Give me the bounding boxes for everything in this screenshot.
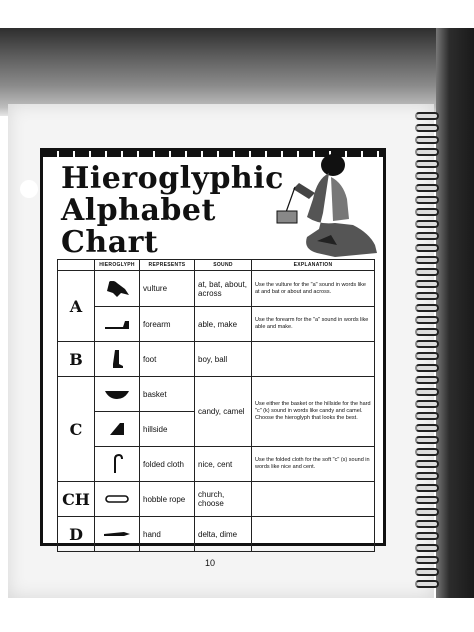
sound-cell: boy, ball xyxy=(195,342,252,377)
represents-cell: hand xyxy=(140,517,195,552)
hobble-rope-icon xyxy=(95,482,140,517)
spiral-ring xyxy=(415,496,439,504)
spiral-ring xyxy=(415,304,439,312)
header-sound: SOUND xyxy=(195,260,252,271)
spiral-ring xyxy=(415,340,439,348)
explanation-cell xyxy=(252,482,375,517)
chart-title xyxy=(61,163,284,259)
hand-icon xyxy=(95,517,140,552)
explanation-cell: Use the forearm for the "a" sound in words like able and make. xyxy=(252,307,375,342)
spiral-ring xyxy=(415,292,439,300)
spiral-ring xyxy=(415,376,439,384)
spiral-binding xyxy=(415,112,439,598)
represents-cell: forearm xyxy=(140,307,195,342)
represents-cell: basket xyxy=(140,377,195,412)
letter-cell: CH xyxy=(58,482,95,517)
hieroglyph-chart xyxy=(40,148,386,546)
alphabet-table xyxy=(57,259,375,552)
table-row xyxy=(58,447,375,482)
table-row xyxy=(58,482,375,517)
spiral-ring xyxy=(415,580,439,588)
represents-cell: hobble rope xyxy=(140,482,195,517)
spiral-ring xyxy=(415,400,439,408)
vulture-icon xyxy=(95,271,140,307)
spiral-ring xyxy=(415,520,439,528)
spiral-ring xyxy=(415,244,439,252)
spiral-ring xyxy=(415,544,439,552)
right-shadow xyxy=(436,28,474,598)
spiral-ring xyxy=(415,172,439,180)
spiral-ring xyxy=(415,352,439,360)
spiral-ring xyxy=(415,136,439,144)
title-line-3: Chart xyxy=(61,225,159,260)
hillside-icon xyxy=(95,412,140,447)
letter-cell: C xyxy=(58,377,95,482)
forearm-icon xyxy=(95,307,140,342)
folded-cloth-icon xyxy=(95,447,140,482)
spiral-ring xyxy=(415,508,439,516)
spiral-ring xyxy=(415,448,439,456)
table-row xyxy=(58,307,375,342)
spiral-ring xyxy=(415,532,439,540)
spiral-ring xyxy=(415,256,439,264)
explanation-cell xyxy=(252,342,375,377)
explanation-cell: Use either the basket or the hillside for the hard "c" (k) sound in words like candy and camel. Choose the hieroglyph that looks the best. xyxy=(252,377,375,447)
spiral-ring xyxy=(415,364,439,372)
spiral-ring xyxy=(415,556,439,564)
sound-cell: candy, camel xyxy=(195,377,252,447)
title-line-2: Alphabet xyxy=(61,193,216,228)
represents-cell: vulture xyxy=(140,271,195,307)
foot-icon xyxy=(95,342,140,377)
table-row xyxy=(58,377,375,412)
spiral-ring xyxy=(415,280,439,288)
spiral-ring xyxy=(415,472,439,480)
spiral-ring xyxy=(415,148,439,156)
basket-icon xyxy=(95,377,140,412)
spiral-ring xyxy=(415,412,439,420)
top-shadow xyxy=(0,28,474,116)
explanation-cell xyxy=(252,517,375,552)
spiral-ring xyxy=(415,568,439,576)
spiral-ring xyxy=(415,112,439,120)
header-represents: REPRESENTS xyxy=(140,260,195,271)
header-letter xyxy=(58,260,95,271)
spiral-ring xyxy=(415,196,439,204)
spiral-ring xyxy=(415,160,439,168)
spiral-ring xyxy=(415,436,439,444)
letter-cell: B xyxy=(58,342,95,377)
spiral-ring xyxy=(415,484,439,492)
page-number: 10 xyxy=(205,558,216,568)
spiral-ring xyxy=(415,220,439,228)
spiral-ring xyxy=(415,208,439,216)
spiral-ring xyxy=(415,328,439,336)
punch-hole xyxy=(20,180,38,198)
sound-cell: able, make xyxy=(195,307,252,342)
table-row xyxy=(58,271,375,307)
sound-cell: church, choose xyxy=(195,482,252,517)
spiral-ring xyxy=(415,268,439,276)
spiral-ring xyxy=(415,388,439,396)
table-row xyxy=(58,517,375,552)
spiral-ring xyxy=(415,316,439,324)
table-row xyxy=(58,342,375,377)
represents-cell: hillside xyxy=(140,412,195,447)
egyptian-scribe-figure xyxy=(273,153,385,261)
explanation-cell: Use the vulture for the "a" sound in words like at and bat or about and across. xyxy=(252,271,375,307)
spiral-ring xyxy=(415,124,439,132)
sound-cell: delta, dime xyxy=(195,517,252,552)
sound-cell: nice, cent xyxy=(195,447,252,482)
sound-cell: at, bat, about, across xyxy=(195,271,252,307)
spiral-ring xyxy=(415,460,439,468)
spiral-ring xyxy=(415,184,439,192)
title-line-1: Hieroglyphic xyxy=(61,161,284,196)
represents-cell: folded cloth xyxy=(140,447,195,482)
letter-cell: D xyxy=(58,517,95,552)
spiral-ring xyxy=(415,232,439,240)
header-explanation: EXPLANATION xyxy=(252,260,375,271)
header-hieroglyph: HIEROGLYPH xyxy=(95,260,140,271)
explanation-cell: Use the folded cloth for the soft "c" (s) sound in words like nice and cent. xyxy=(252,447,375,482)
letter-cell: A xyxy=(58,271,95,342)
spiral-ring xyxy=(415,424,439,432)
represents-cell: foot xyxy=(140,342,195,377)
